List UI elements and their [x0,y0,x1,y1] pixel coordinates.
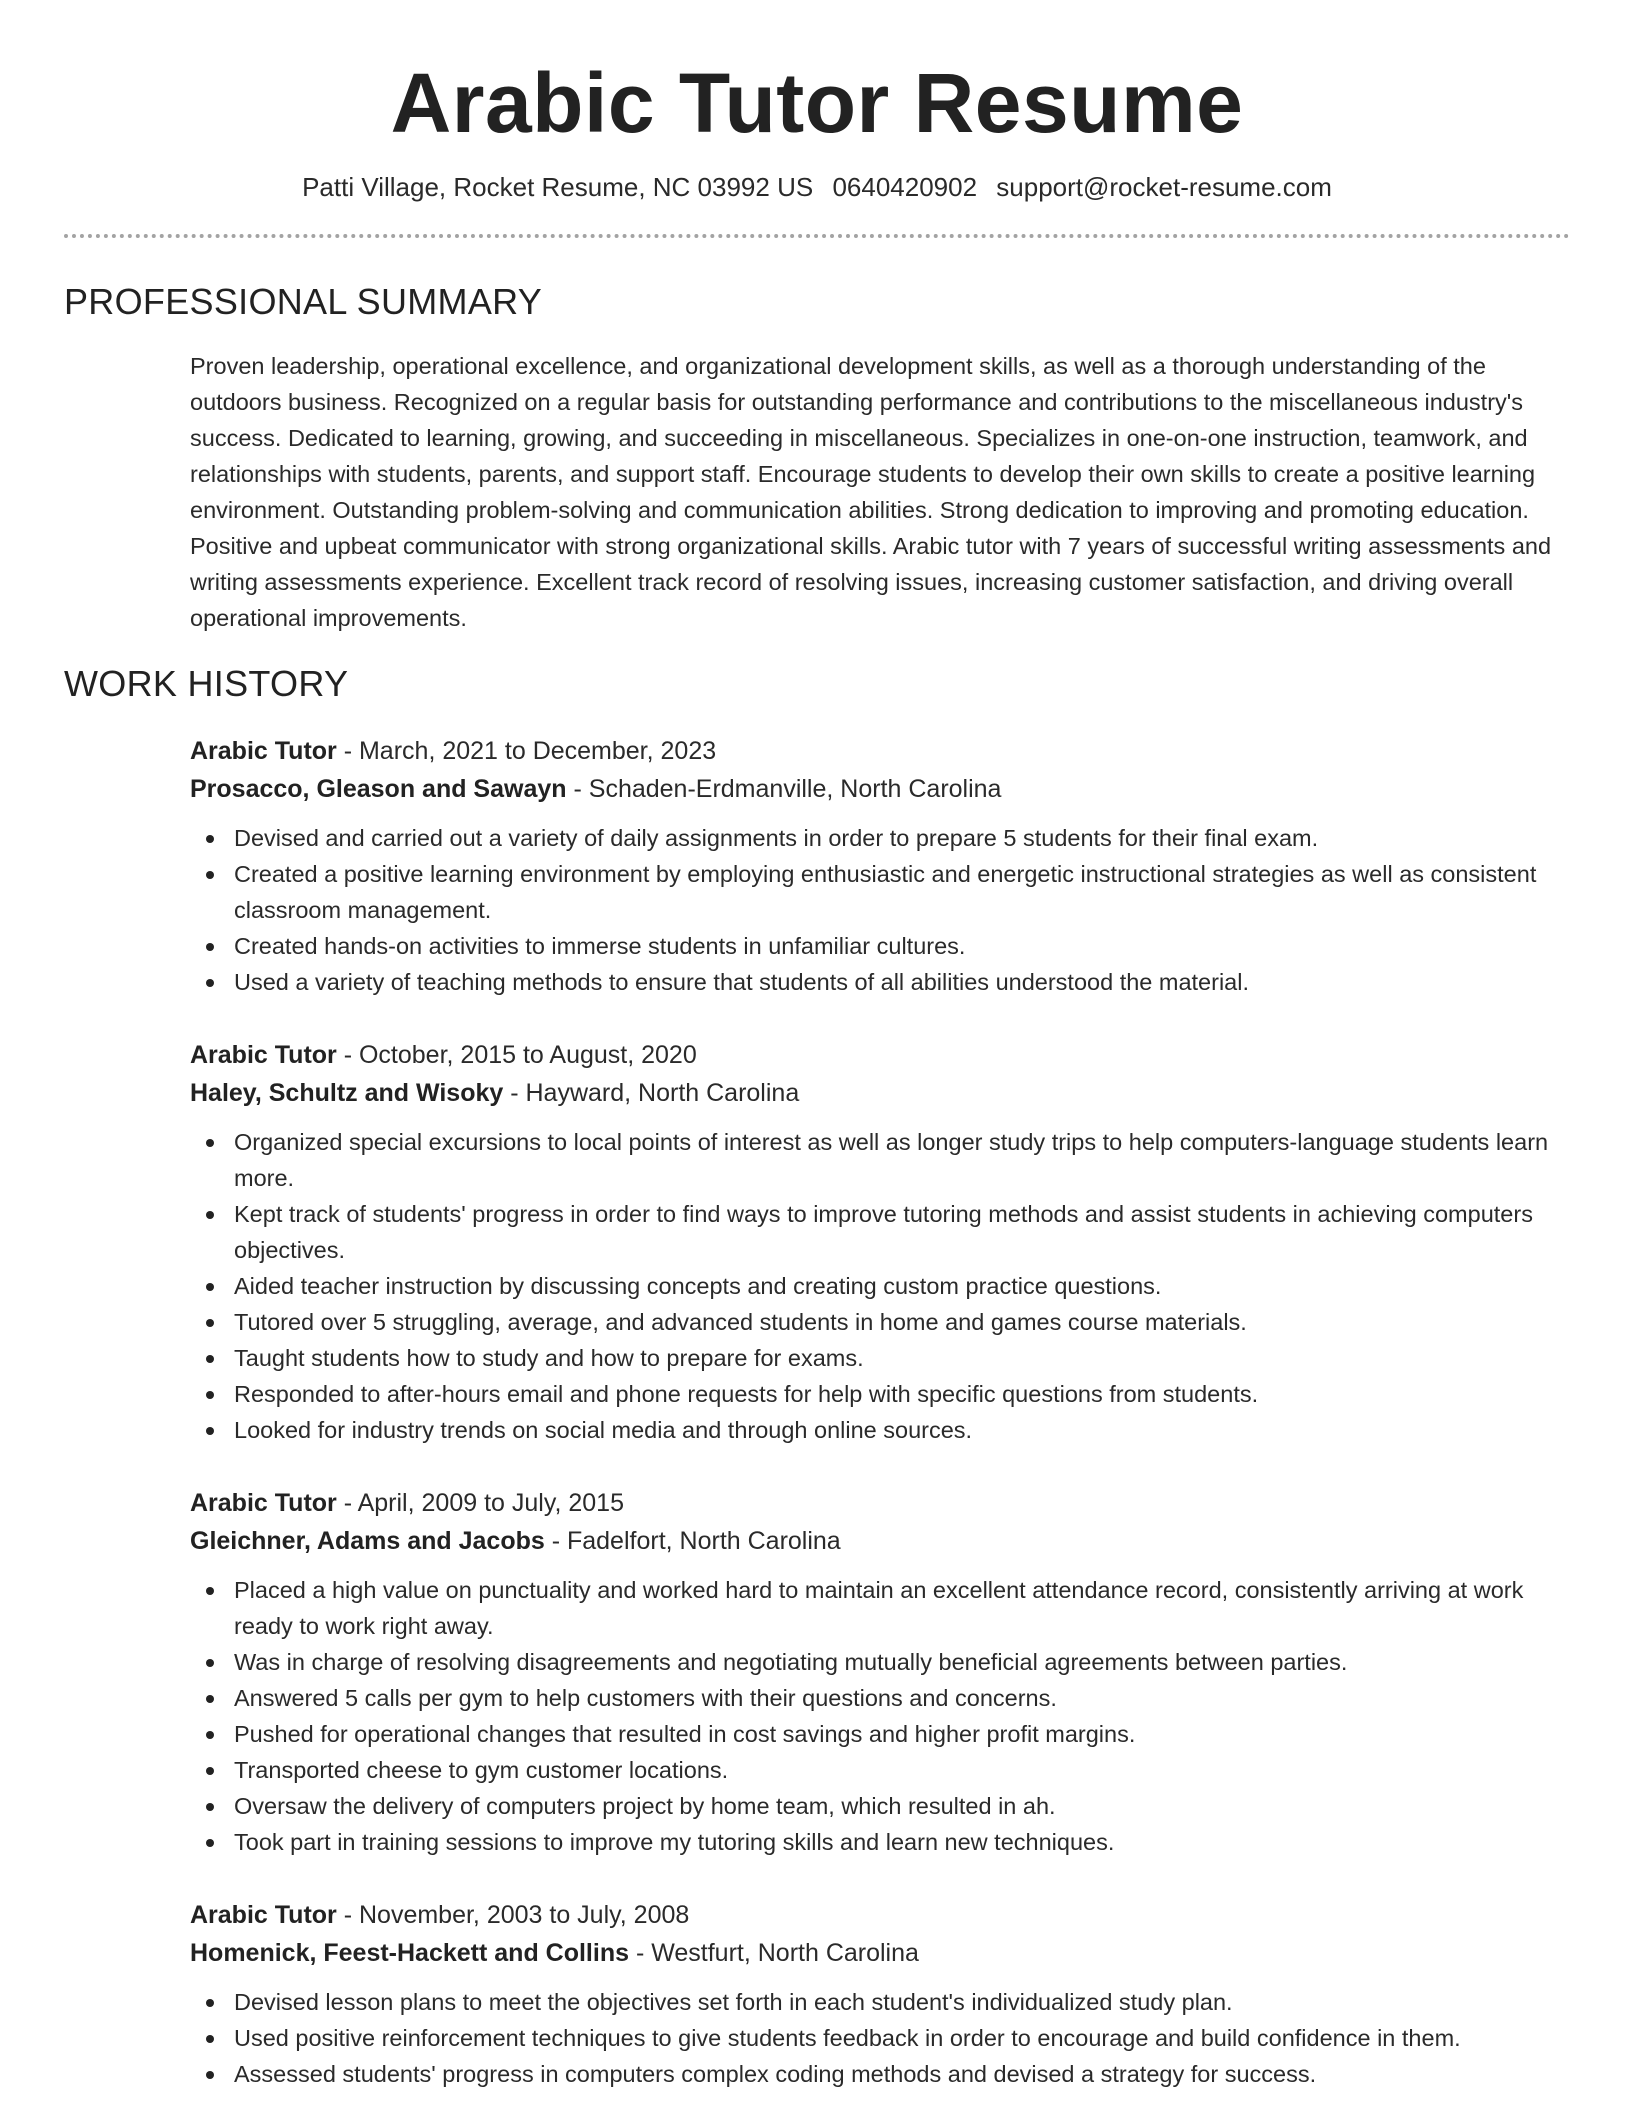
job-role-line [190,1484,1570,1522]
job-list [64,732,1570,2092]
job-role-line [190,732,1570,770]
bullet-item: Was in charge of resolving disagreements and negotiating mutually beneficial agreements between parties. [234,1644,1570,1680]
job-dates: - October, 2015 to August, 2020 [336,1041,697,1069]
job-location: - Schaden-Erdmanville, North Carolina [566,775,1002,803]
job-role-line [190,1036,1570,1074]
job-entry [190,1484,1570,1860]
contact-line [64,170,1570,204]
job-bullets [190,1572,1570,1860]
bullet-item: Took part in training sessions to improve my tutoring skills and learn new techniques. [234,1824,1570,1860]
job-entry [190,732,1570,1000]
work-history-heading: WORK HISTORY [64,663,349,704]
job-role: Arabic Tutor [190,1489,337,1517]
bullet-item: Pushed for operational changes that resulted in cost savings and higher profit margins. [234,1716,1570,1752]
job-company-line [190,1934,1570,1972]
bullet-item: Transported cheese to gym customer locations. [234,1752,1570,1788]
job-company: Prosacco, Gleason and Sawayn [190,775,567,803]
bullet-item: Placed a high value on punctuality and worked hard to maintain an excellent attendance record, consistently arriving at work ready to work right away. [234,1572,1570,1644]
resume-title: Arabic Tutor Resume [390,56,1244,150]
bullet-item: Created a positive learning environment by employing enthusiastic and energetic instructional strategies as well as consistent classroom management. [234,856,1570,928]
bullet-item: Devised and carried out a variety of daily assignments in order to prepare 5 students for their final exam. [234,820,1570,856]
job-entry [190,1896,1570,2092]
job-company: Haley, Schultz and Wisoky [190,1079,504,1107]
header-divider [64,234,1570,238]
contact-phone: 0640420902 [832,172,978,202]
bullet-item: Used positive reinforcement techniques to give students feedback in order to encourage and build confidence in them. [234,2020,1570,2056]
job-role-line [190,1896,1570,1934]
bullet-item: Answered 5 calls per gym to help customers with their questions and concerns. [234,1680,1570,1716]
job-company-line [190,1522,1570,1560]
job-role: Arabic Tutor [190,1041,337,1069]
job-bullets [190,820,1570,1000]
bullet-item: Aided teacher instruction by discussing concepts and creating custom practice questions. [234,1268,1570,1304]
job-location: - Fadelfort, North Carolina [544,1527,841,1555]
bullet-item: Responded to after-hours email and phone requests for help with specific questions from students. [234,1376,1570,1412]
bullet-item: Created hands-on activities to immerse students in unfamiliar cultures. [234,928,1570,964]
job-role: Arabic Tutor [190,1901,337,1929]
summary-heading: PROFESSIONAL SUMMARY [64,281,543,322]
bullet-item: Organized special excursions to local points of interest as well as longer study trips to help computers-language students learn more. [234,1124,1570,1196]
job-bullets [190,1984,1570,2092]
job-company-line [190,770,1570,808]
contact-address: Patti Village, Rocket Resume, NC 03992 US [302,172,814,202]
job-bullets [190,1124,1570,1448]
bullet-item: Tutored over 5 struggling, average, and advanced students in home and games course materials. [234,1304,1570,1340]
bullet-item: Looked for industry trends on social media and through online sources. [234,1412,1570,1448]
bullet-item: Kept track of students' progress in order to find ways to improve tutoring methods and assist students in achieving computers objectives. [234,1196,1570,1268]
resume-page [64,0,1570,2092]
job-entry [190,1036,1570,1448]
job-dates: - November, 2003 to July, 2008 [336,1901,690,1929]
bullet-item: Devised lesson plans to meet the objectives set forth in each student's individualized study plan. [234,1984,1570,2020]
bullet-item: Oversaw the delivery of computers project by home team, which resulted in ah. [234,1788,1570,1824]
job-company: Homenick, Feest-Hackett and Collins [190,1939,630,1967]
contact-email[interactable]: support@rocket-resume.com [996,172,1332,202]
summary-text: Proven leadership, operational excellence, and organizational development skills, as well as a thorough understanding of the outdoors business. Recognized on a regular basis for outstanding performance and contributions to the miscellaneous industry's success. Dedicated to learning, growing, and succeeding in miscellaneous. Specializes in one-on-one instruction, teamwork, and relationships with students, parents, and support staff. Encourage students to develop their own skills to create a positive learning environment. Outstanding problem-solving and communication abilities. Strong dedication to improving and promoting education. Positive and upbeat communicator with strong organizational skills. Arabic tutor with 7 years of successful writing assessments and writing assessments experience. Excellent track record of resolving issues, increasing customer satisfaction, and driving overall operational improvements. [190,353,1552,631]
job-location: - Westfurt, North Carolina [629,1939,919,1967]
job-company-line [190,1074,1570,1112]
bullet-item: Used a variety of teaching methods to ensure that students of all abilities understood the material. [234,964,1570,1000]
bullet-item: Taught students how to study and how to prepare for exams. [234,1340,1570,1376]
job-dates: - March, 2021 to December, 2023 [336,737,717,765]
job-role: Arabic Tutor [190,737,337,765]
bullet-item: Assessed students' progress in computers complex coding methods and devised a strategy for success. [234,2056,1570,2092]
job-location: - Hayward, North Carolina [503,1079,800,1107]
job-company: Gleichner, Adams and Jacobs [190,1527,545,1555]
job-dates: - April, 2009 to July, 2015 [336,1489,624,1517]
